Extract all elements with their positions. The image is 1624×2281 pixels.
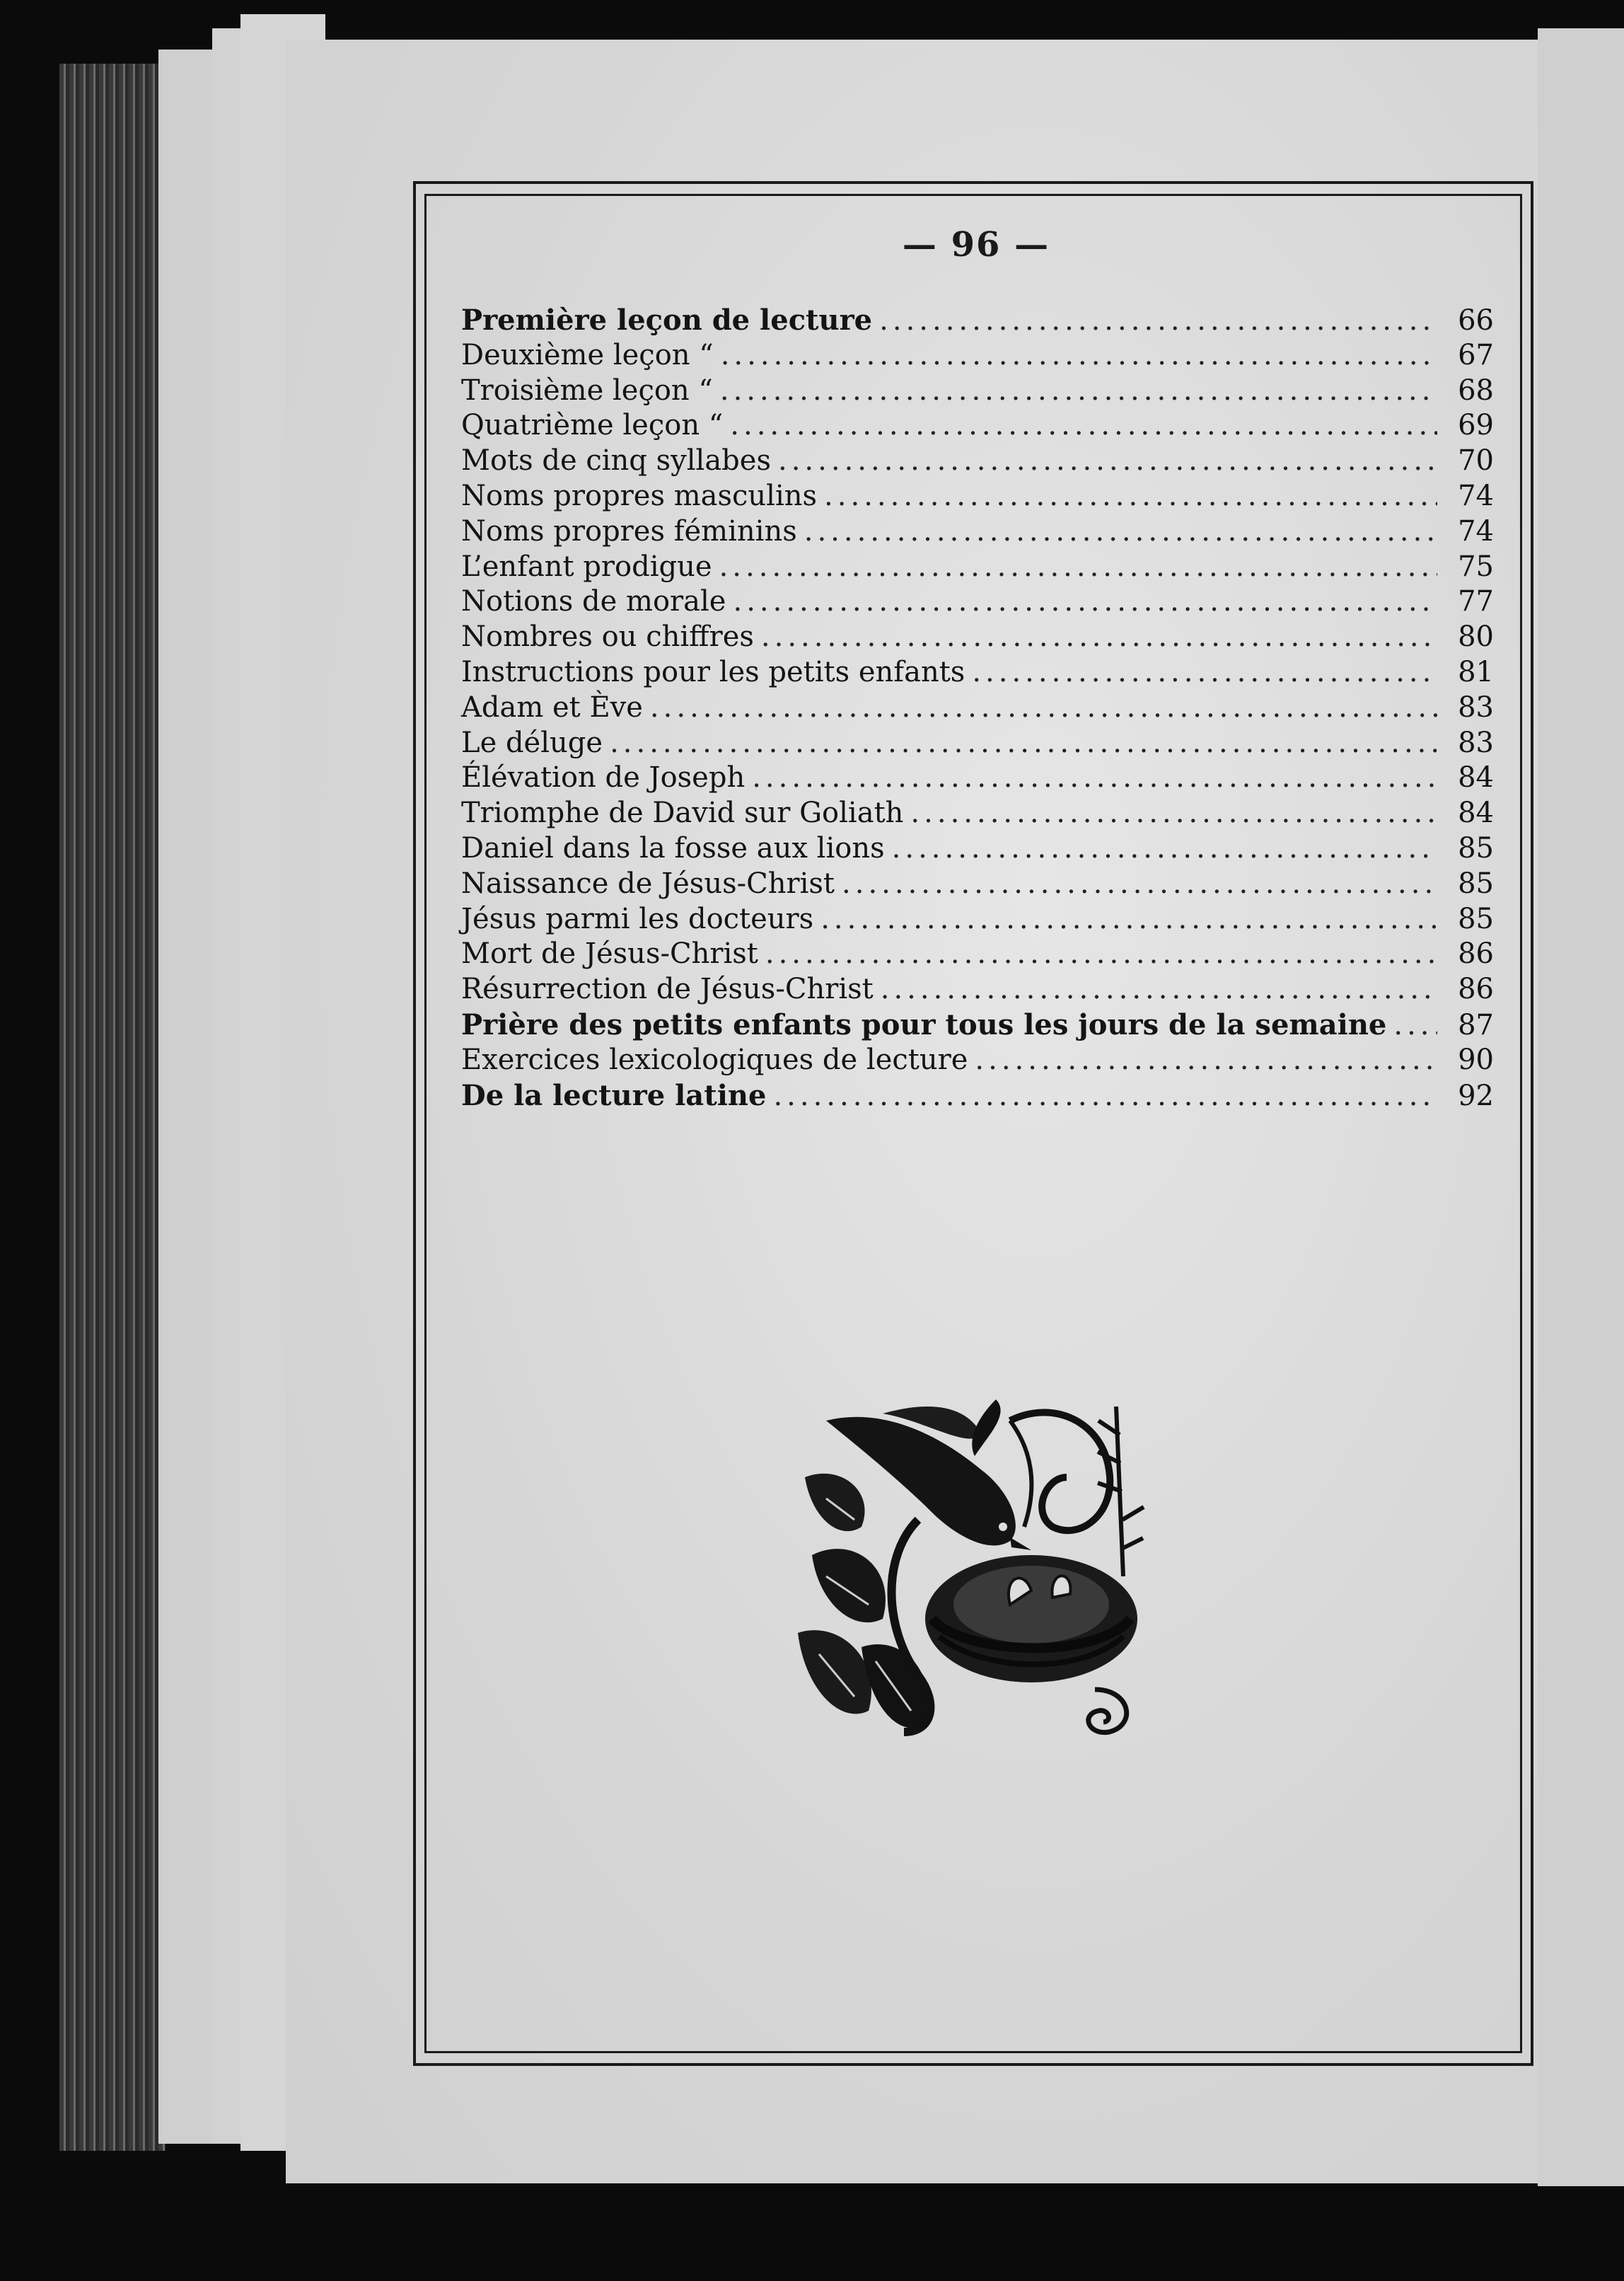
toc-entry-page: 74 [1458, 514, 1494, 548]
toc-entry-title: Notions de morale [461, 585, 726, 618]
toc-entry [461, 620, 1494, 655]
toc-entry [461, 1078, 1494, 1114]
toc-entry-page: 77 [1458, 585, 1494, 618]
toc-entry-page: 81 [1458, 655, 1494, 688]
toc-entry [461, 937, 1494, 972]
toc-entry-page: 87 [1458, 1008, 1494, 1041]
toc-dot-leader [730, 408, 1437, 444]
toc-entry-page: 84 [1458, 797, 1494, 830]
toc-entry [461, 867, 1494, 902]
toc-entry-page: 85 [1458, 902, 1494, 935]
toc-entry-page: 80 [1458, 620, 1494, 654]
toc-dot-leader [721, 338, 1437, 374]
toc-entry-page: 86 [1458, 937, 1494, 971]
toc-entry-title: Le déluge [461, 726, 603, 759]
toc-dot-leader [610, 726, 1437, 761]
table-of-contents [461, 303, 1494, 1113]
toc-entry [461, 408, 1494, 444]
toc-dot-leader [879, 304, 1437, 339]
toc-dot-leader [820, 902, 1437, 937]
toc-entry-page: 70 [1458, 444, 1494, 478]
toc-dot-leader [761, 620, 1437, 655]
toc-dot-leader [975, 1043, 1437, 1078]
toc-dot-leader [804, 514, 1437, 550]
toc-entry-page: 68 [1458, 374, 1494, 407]
toc-entry-title: Nombres ou chiffres [461, 620, 754, 654]
toc-dot-leader [752, 761, 1437, 796]
toc-entry-title: Deuxième leçon “ [461, 338, 714, 371]
toc-entry-title: Prière des petits enfants pour tous les jours de la semaine [461, 1007, 1387, 1041]
toc-entry-page: 86 [1458, 973, 1494, 1006]
toc-entry [461, 972, 1494, 1007]
toc-entry-title: De la lecture latine [461, 1078, 767, 1112]
toc-entry-title: Première leçon de lecture [461, 304, 873, 337]
toc-entry-page: 85 [1458, 867, 1494, 900]
toc-entry-title: Adam et Ève [461, 691, 643, 724]
toc-entry-title: Instructions pour les petits enfants [461, 655, 965, 688]
toc-dot-leader [719, 550, 1437, 585]
toc-entry-title: Mots de cinq syllabes [461, 444, 771, 478]
toc-dot-leader [824, 479, 1437, 514]
toc-entry [461, 655, 1494, 691]
toc-entry-page: 92 [1458, 1079, 1494, 1112]
toc-dot-leader [842, 867, 1437, 902]
toc-entry-title: Noms propres masculins [461, 479, 818, 512]
toc-dot-leader [910, 796, 1437, 831]
toc-entry-title: Noms propres féminins [461, 514, 797, 548]
toc-entry-page: 75 [1458, 550, 1494, 583]
toc-dot-leader [972, 655, 1437, 691]
toc-dot-leader [1393, 1008, 1437, 1044]
toc-entry [461, 1007, 1494, 1043]
toc-entry-page: 66 [1458, 304, 1494, 337]
toc-dot-leader [778, 444, 1437, 479]
toc-dot-leader [892, 831, 1437, 867]
toc-entry-title: Jésus parmi les docteurs [461, 902, 814, 935]
toc-entry-title: Triomphe de David sur Goliath [461, 797, 904, 830]
toc-dot-leader [773, 1079, 1437, 1114]
toc-entry [461, 338, 1494, 374]
toc-dot-leader [720, 374, 1437, 409]
toc-entry-page: 85 [1458, 831, 1494, 865]
toc-entry [461, 796, 1494, 831]
toc-entry-page: 83 [1458, 691, 1494, 724]
toc-entry [461, 550, 1494, 585]
facing-page-edge [1538, 28, 1624, 2186]
toc-entry-title: Quatrième leçon “ [461, 409, 724, 442]
toc-entry-title: Élévation de Joseph [461, 761, 746, 795]
toc-entry-title: Daniel dans la fosse aux lions [461, 831, 885, 865]
toc-entry-title: Résurrection de Jésus-Christ [461, 973, 874, 1006]
toc-entry-page: 90 [1458, 1043, 1494, 1076]
toc-dot-leader [733, 584, 1437, 620]
toc-entry [461, 584, 1494, 620]
toc-entry-title: L’enfant prodigue [461, 550, 712, 583]
toc-dot-leader [881, 972, 1437, 1007]
toc-entry [461, 479, 1494, 514]
toc-entry-page: 83 [1458, 726, 1494, 759]
toc-entry [461, 902, 1494, 937]
page-number: — 96 — [902, 225, 1050, 265]
toc-entry [461, 761, 1494, 796]
toc-entry [461, 374, 1494, 409]
toc-entry-title: Exercices lexicologiques de lecture [461, 1043, 968, 1076]
toc-entry [461, 444, 1494, 479]
toc-entry-page: 84 [1458, 761, 1494, 795]
toc-dot-leader [650, 691, 1437, 726]
page-edge-stack [59, 64, 166, 2151]
toc-dot-leader [765, 937, 1437, 972]
toc-entry-page: 69 [1458, 409, 1494, 442]
toc-entry [461, 514, 1494, 550]
toc-entry [461, 726, 1494, 761]
toc-entry [461, 831, 1494, 867]
bird-nest-engraving-icon [798, 1392, 1152, 1743]
toc-entry-page: 74 [1458, 479, 1494, 512]
toc-entry-title: Mort de Jésus-Christ [461, 937, 758, 971]
toc-entry-page: 67 [1458, 338, 1494, 371]
toc-entry [461, 1043, 1494, 1078]
toc-entry-title: Troisième leçon “ [461, 374, 713, 407]
toc-entry [461, 691, 1494, 726]
toc-entry [461, 303, 1494, 338]
toc-entry-title: Naissance de Jésus-Christ [461, 867, 835, 900]
